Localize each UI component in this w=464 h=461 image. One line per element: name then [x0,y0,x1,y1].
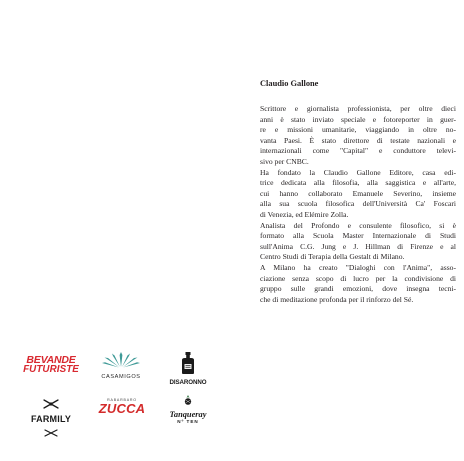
tanqueray-label: Tanqueray [169,410,207,419]
fork-knife-icon [41,399,61,409]
bio-line: A Milano ha creato "Dialoghi con l'Anima", asso- [260,262,456,272]
fork-knife-icon [41,429,61,437]
bevande-line2: FUTURISTE [23,364,79,375]
tanqueray-logo [162,392,214,424]
casamigos-logo [86,352,156,380]
bevande-line1: BEVANDE [26,354,76,366]
disaronno-logo [164,352,212,386]
disaronno-label: DISARONNO [169,379,207,386]
pineapple-icon [181,395,195,405]
bio-line: internazionali come "Capital" e conduttore televi- [260,146,456,156]
bio-line: trice dedicata alla filosofia, alla saggistica e all'arte, [260,178,456,188]
bio-line: Ha fondato la Claudio Gallone Editore, casa edi- [260,167,456,177]
author-bio-text [260,104,456,305]
author-name: Claudio Gallone [260,79,319,88]
bio-line: alla sua scuola filosofica dell'Università Ca' Foscari [260,199,456,209]
bio-line: di Venezia, ed Elémire Zolla. [260,209,349,219]
farmily-logo [22,396,80,442]
zucca-tag: RABARBARO [107,398,137,402]
zucca-label: ZUCCA [98,401,146,416]
zucca-logo [90,398,154,416]
farmily-label: FARMILY [30,414,72,424]
sponsor-logos [22,352,212,432]
bevande-futuriste-logo [22,356,80,374]
bio-line: Analista del Profondo e consulente filosofico, si è [260,220,456,230]
bio-line: formato alla Scuola Master Internazionale di Studi [260,231,456,241]
bio-line: gruppo sulle grandi emozioni, dove insegna tecni- [260,284,456,294]
tanqueray-sub: Nº TEN [177,419,199,424]
bio-line: cui hanno collaborato Emanuele Severino, insieme [260,188,456,198]
bottle-icon [179,352,197,374]
bio-line: re e missioni umanitarie, viaggiando in oltre no- [260,125,456,135]
bio-line: Centro Studi di Terapia della Gestalt di Milano. [260,252,405,262]
bio-line: ciazione senza scopo di lucro per la condivisione di [260,273,456,283]
bio-line: sull'Anima C.G. Jung e J. Hillman di Firenze e al [260,241,456,251]
agave-icon [101,352,141,368]
author-bio [260,78,456,305]
bio-line: anni è stato inviato speciale e fotoreporter in guer- [260,114,456,124]
bio-line: vanta Paesi. È stato direttore di testate nazionali e [260,135,456,145]
bio-line: sivo per CNBC. [260,156,309,166]
casamigos-label: CASAMIGOS [101,374,141,380]
bio-line: Scrittore e giornalista professionista, per oltre dieci [260,104,456,113]
bio-line: che di meditazione profonda per il rinforzo del Sé. [260,294,414,304]
